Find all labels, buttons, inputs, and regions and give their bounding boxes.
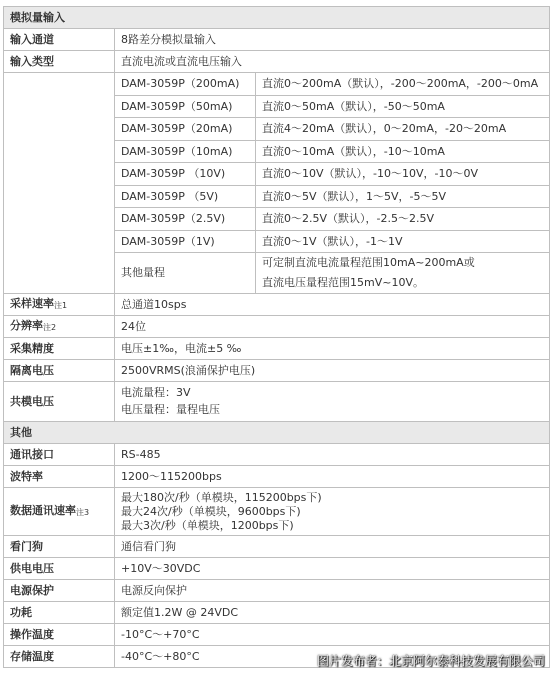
other-range-label: 其他量程: [115, 253, 256, 294]
publisher-watermark: 图片发布者：北京阿尔泰科技发展有限公司: [316, 654, 545, 668]
model-name: DAM-3059P（2.5V): [115, 208, 256, 231]
resolution-label-text: 分辨率: [10, 318, 43, 332]
storage-temp-value: -40°C～+80°C: [115, 646, 550, 668]
input-type-label: 输入类型: [4, 51, 115, 73]
comm-interface-value: RS-485: [115, 444, 550, 466]
model-range: 直流0～1V（默认），-1～1V: [256, 231, 550, 253]
resolution-label: [4, 316, 115, 338]
data-rate-line: 最大3次/秒（单模块，1200bps下): [121, 518, 294, 532]
model-range: 直流0～200mA（默认），-200～200mA，-200～0mA: [256, 73, 550, 96]
other-range-line: 直流电压量程范围15mV~10V。: [262, 276, 424, 289]
data-rate-line: 最大180次/秒（单模块，115200bps下): [121, 490, 322, 504]
model-range: 直流4～20mA（默认），0～20mA，-20～20mA: [256, 118, 550, 141]
sample-rate-label-text: 采样速率: [10, 296, 54, 310]
storage-temp-label: 存储温度: [4, 646, 115, 668]
power-protection-value: 电源反向保护: [115, 580, 550, 602]
other-range-line: 可定制直流电流量程范围10mA~200mA或: [262, 256, 475, 269]
power-consumption-value: 额定值1.2W @ 24VDC: [115, 602, 550, 624]
accuracy-value: 电压±1‰，电流±5 ‰: [115, 338, 550, 360]
section-header-analog-input: 模拟量输入: [4, 7, 550, 29]
resolution-value: 24位: [115, 316, 550, 338]
input-type-value: 直流电流或直流电压输入: [115, 51, 550, 73]
baud-rate-value: 1200～115200bps: [115, 466, 550, 488]
common-mode-label: 共模电压: [4, 382, 115, 422]
power-consumption-label: 功耗: [4, 602, 115, 624]
sample-rate-label: [4, 294, 115, 316]
note-marker: 注3: [76, 507, 90, 517]
sample-rate-value: 总通道10sps: [115, 294, 550, 316]
data-rate-label-text: 数据通讯速率: [10, 503, 76, 517]
common-mode-value: [115, 382, 550, 422]
isolation-label: 隔离电压: [4, 360, 115, 382]
model-range: 直流0～50mA（默认），-50～50mA: [256, 96, 550, 118]
spec-table: [3, 6, 550, 668]
model-group-blank-cell: [4, 73, 115, 294]
isolation-value: 2500VRMS(浪涌保护电压): [115, 360, 550, 382]
supply-voltage-value: +10V～30VDC: [115, 558, 550, 580]
common-mode-line: 电压量程：量程电压: [121, 403, 220, 416]
model-name: DAM-3059P（50mA): [115, 96, 256, 118]
operating-temp-label: 操作温度: [4, 624, 115, 646]
input-channel-label: 输入通道: [4, 29, 115, 51]
supply-voltage-label: 供电电压: [4, 558, 115, 580]
model-range: 直流0～10mA（默认），-10～10mA: [256, 141, 550, 163]
model-name: DAM-3059P （5V): [115, 186, 256, 208]
data-rate-value: [115, 488, 550, 536]
power-protection-label: 电源保护: [4, 580, 115, 602]
note-marker: 注1: [54, 300, 68, 310]
watchdog-value: 通信看门狗: [115, 536, 550, 558]
data-rate-label: [4, 488, 115, 536]
model-name: DAM-3059P （10V): [115, 163, 256, 186]
comm-interface-label: 通讯接口: [4, 444, 115, 466]
note-marker: 注2: [43, 322, 57, 332]
model-name: DAM-3059P（10mA): [115, 141, 256, 163]
section-header-other: 其他: [4, 422, 550, 444]
model-range: 直流0～10V（默认），-10～10V，-10～0V: [256, 163, 550, 186]
model-name: DAM-3059P（200mA): [115, 73, 256, 96]
operating-temp-value: -10°C～+70°C: [115, 624, 550, 646]
model-range: 直流0～5V（默认），1～5V，-5～5V: [256, 186, 550, 208]
model-range: 直流0～2.5V（默认），-2.5～2.5V: [256, 208, 550, 231]
model-name: DAM-3059P（20mA): [115, 118, 256, 141]
data-rate-line: 最大24次/秒（单模块，9600bps下): [121, 504, 301, 518]
common-mode-line: 电流量程：3V: [121, 386, 191, 399]
model-name: DAM-3059P（1V): [115, 231, 256, 253]
other-range-value: [256, 253, 550, 294]
accuracy-label: 采集精度: [4, 338, 115, 360]
input-channel-value: 8路差分模拟量输入: [115, 29, 550, 51]
watchdog-label: 看门狗: [4, 536, 115, 558]
baud-rate-label: 波特率: [4, 466, 115, 488]
